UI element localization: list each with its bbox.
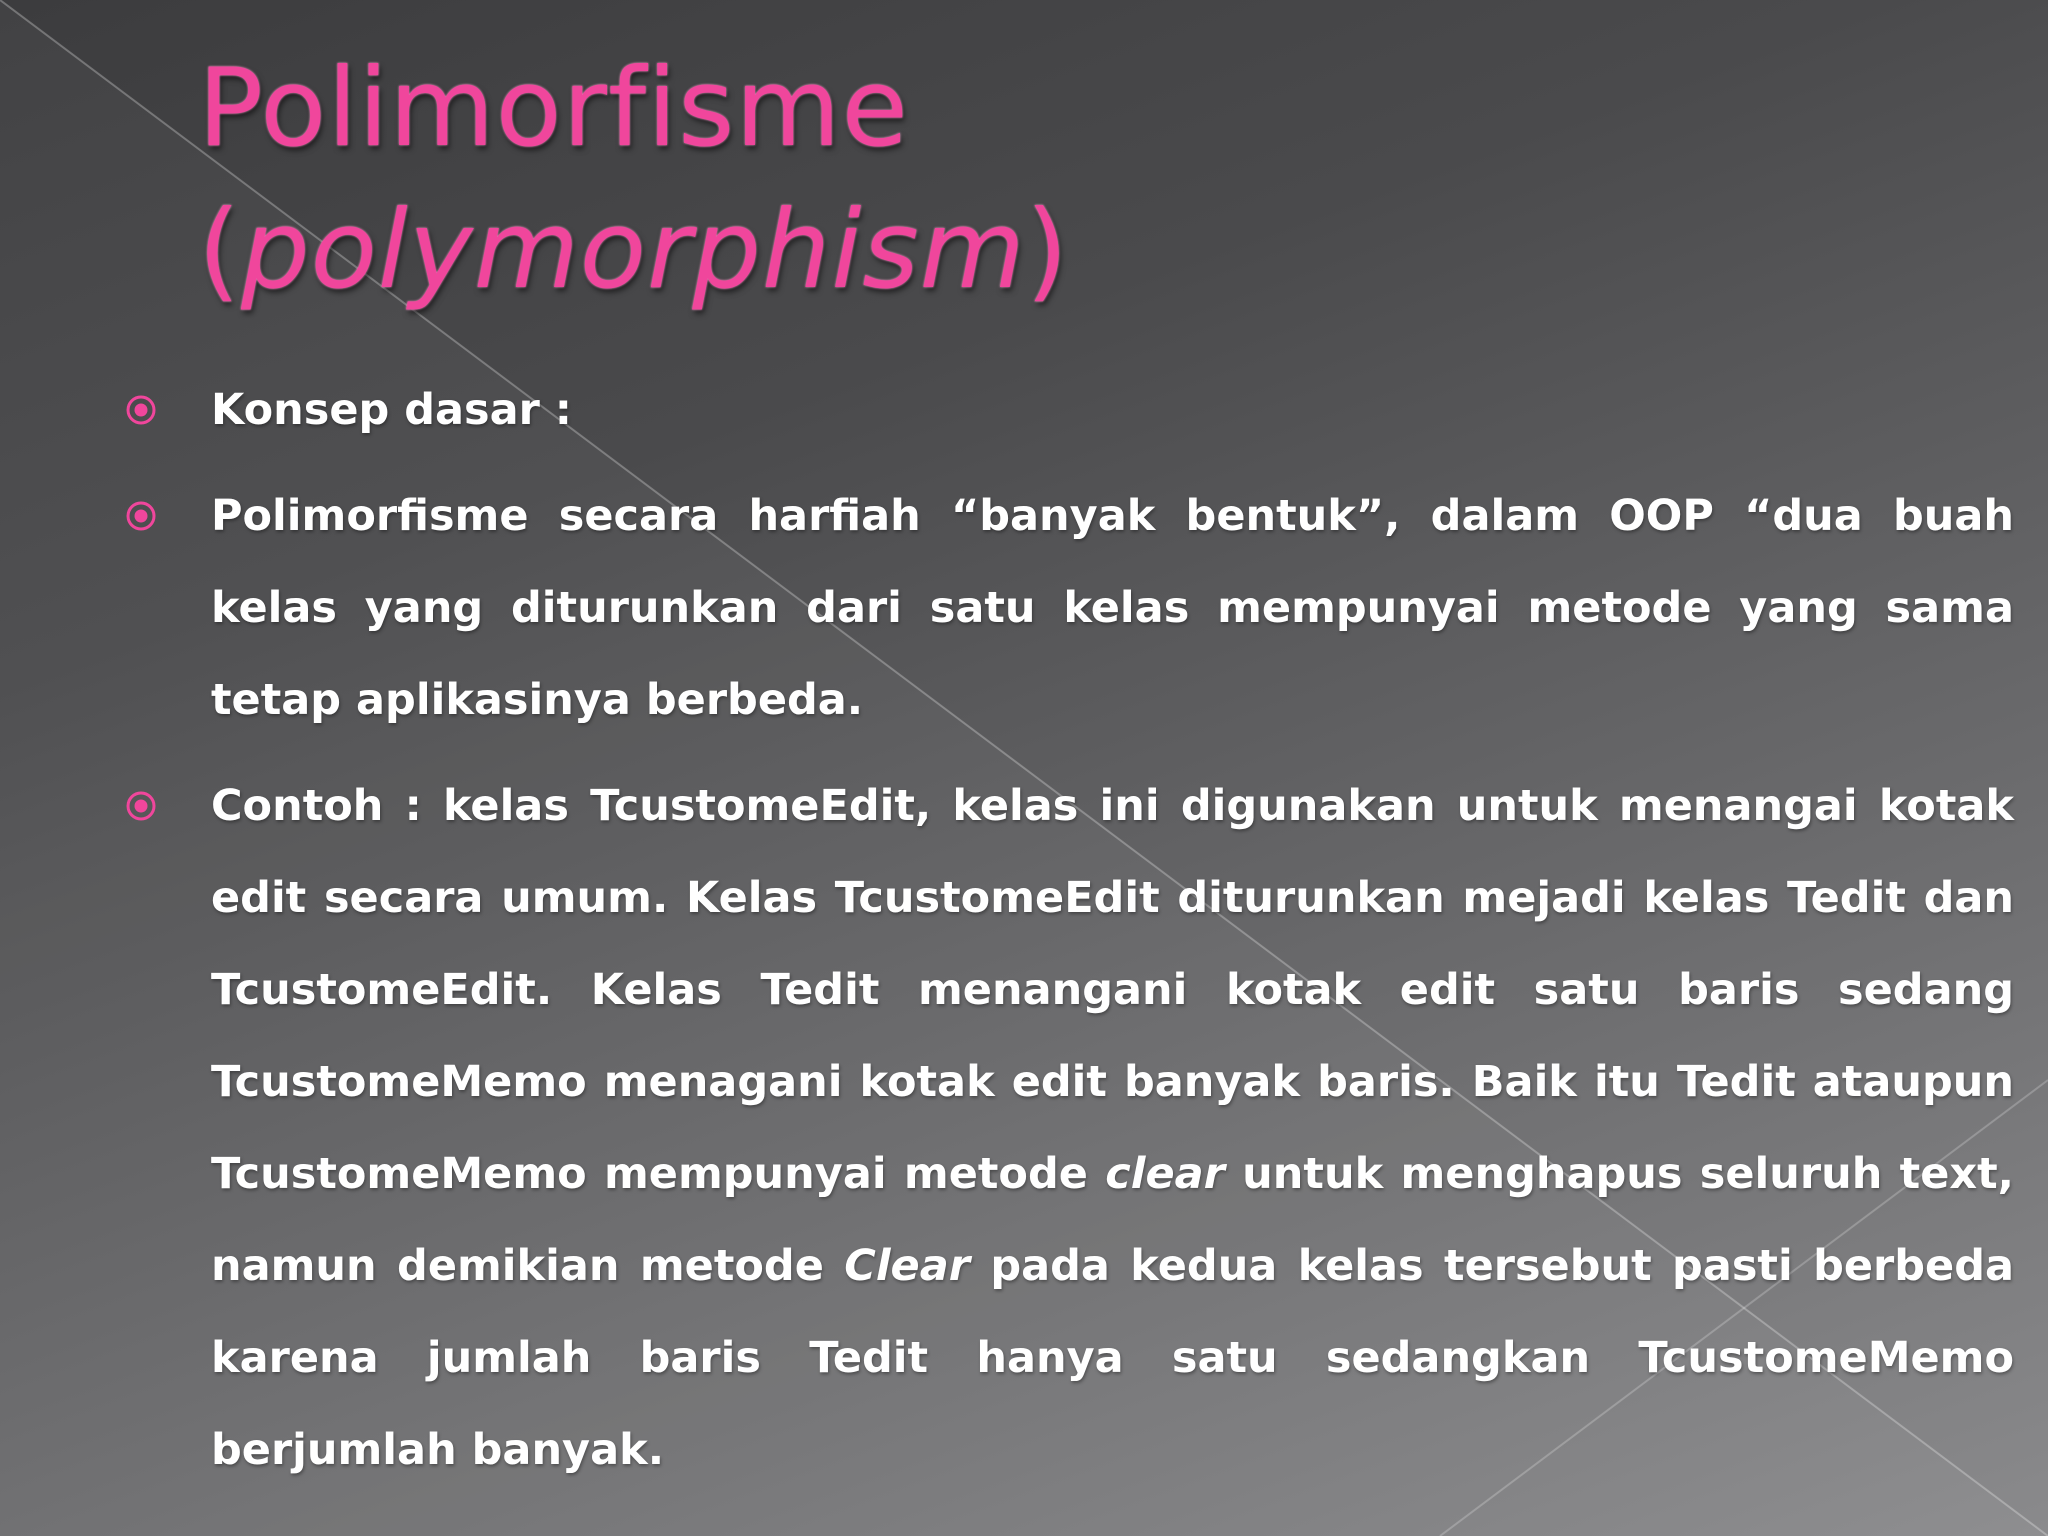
title-close-paren: ) bbox=[1025, 188, 1069, 313]
target-circle-icon bbox=[124, 789, 158, 823]
bullet-3-part-2: untuk menghapus seluruh text, namun demikian metode bbox=[211, 1149, 2015, 1291]
bullet-3-part-3: pada kedua kelas tersebut pasti berbeda karena jumlah baris Tedit hanya satu sedangkan TcustomeMemo berjumlah banyak. bbox=[211, 1241, 2014, 1475]
bullet-3-italic-Clear: Clear bbox=[844, 1241, 970, 1291]
title-italic-term: polymorphism bbox=[241, 188, 1026, 313]
slide-title bbox=[198, 38, 1698, 322]
target-circle-icon bbox=[124, 393, 158, 427]
bullet-item-1 bbox=[124, 364, 2014, 456]
target-circle-icon bbox=[124, 499, 158, 533]
title-line-1: Polimorfisme bbox=[198, 46, 909, 171]
bullet-3-part-1: Contoh : kelas TcustomeEdit, kelas ini digunakan untuk menangai kotak edit secara umum. Kelas TcustomeEdit diturunkan mejadi kelas Tedit dan TcustomeEdit. Kelas Tedit menangani kotak edit satu baris sedang TcustomeMemo menagani kotak edit banyak baris. Baik itu Tedit ataupun TcustomeMemo mempunyai metode bbox=[211, 781, 2014, 1199]
bullet-text-2: Polimorfisme secara harfiah “banyak bentuk”, dalam OOP “dua buah kelas yang diturunkan dari satu kelas mempunyai metode yang sama tetap aplikasinya berbeda. bbox=[211, 491, 2014, 725]
title-open-paren: ( bbox=[198, 188, 242, 313]
bullet-text-1: Konsep dasar : bbox=[211, 385, 573, 435]
bullet-list bbox=[124, 364, 2014, 1510]
bullet-text-3 bbox=[211, 760, 2014, 1496]
bullet-item-2 bbox=[124, 470, 2014, 746]
title-line-2 bbox=[198, 180, 1698, 322]
bullet-3-italic-clear: clear bbox=[1105, 1149, 1225, 1199]
bullet-item-3 bbox=[124, 760, 2014, 1496]
